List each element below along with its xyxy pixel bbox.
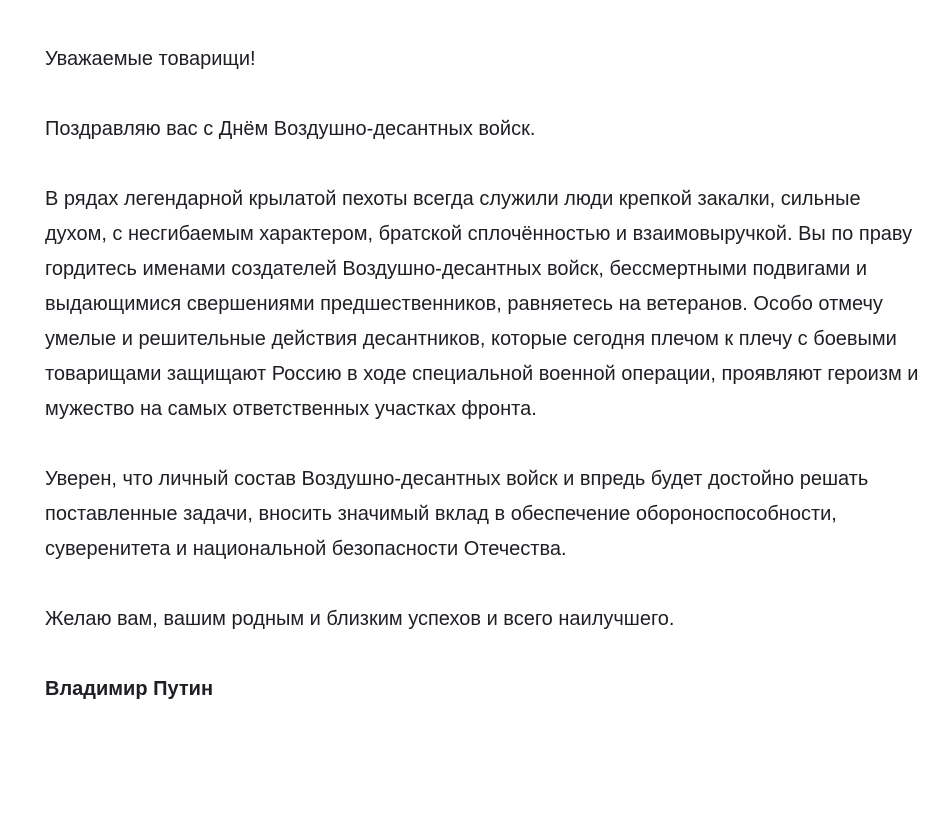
paragraph-wishes: Желаю вам, вашим родным и близким успехов и всего наилучшего. xyxy=(45,608,675,630)
paragraph-confidence: Уверен, что личный состав Воздушно-десантных войск и впредь будет достойно решать поставленные задачи, вносить значимый вклад в обеспечение обороноспособности, суверенитета и национальной безопасности Отечества. xyxy=(45,468,869,560)
letter-body xyxy=(45,42,920,707)
paragraph-tribute: В рядах легендарной крылатой пехоты всегда служили люди крепкой закалки, сильные духом, с несгибаемым характером, братской сплочённостью и взаимовыручкой. Вы по праву гордитесь именами создателей Воздушно-десантных войск, бессмертными подвигами и выдающимися свершениями предшественников, равняетесь на ветеранов. Особо отмечу умелые и решительные действия десантников, которые сегодня плечом к плечу с боевыми товарищами защищают Россию в ходе специальной военной операции, проявляют героизм и мужество на самых ответственных участках фронта. xyxy=(45,188,919,420)
paragraph-congratulation: Поздравляю вас с Днём Воздушно-десантных войск. xyxy=(45,118,536,140)
signature: Владимир Путин xyxy=(45,678,214,700)
greeting: Уважаемые товарищи! xyxy=(45,48,256,70)
